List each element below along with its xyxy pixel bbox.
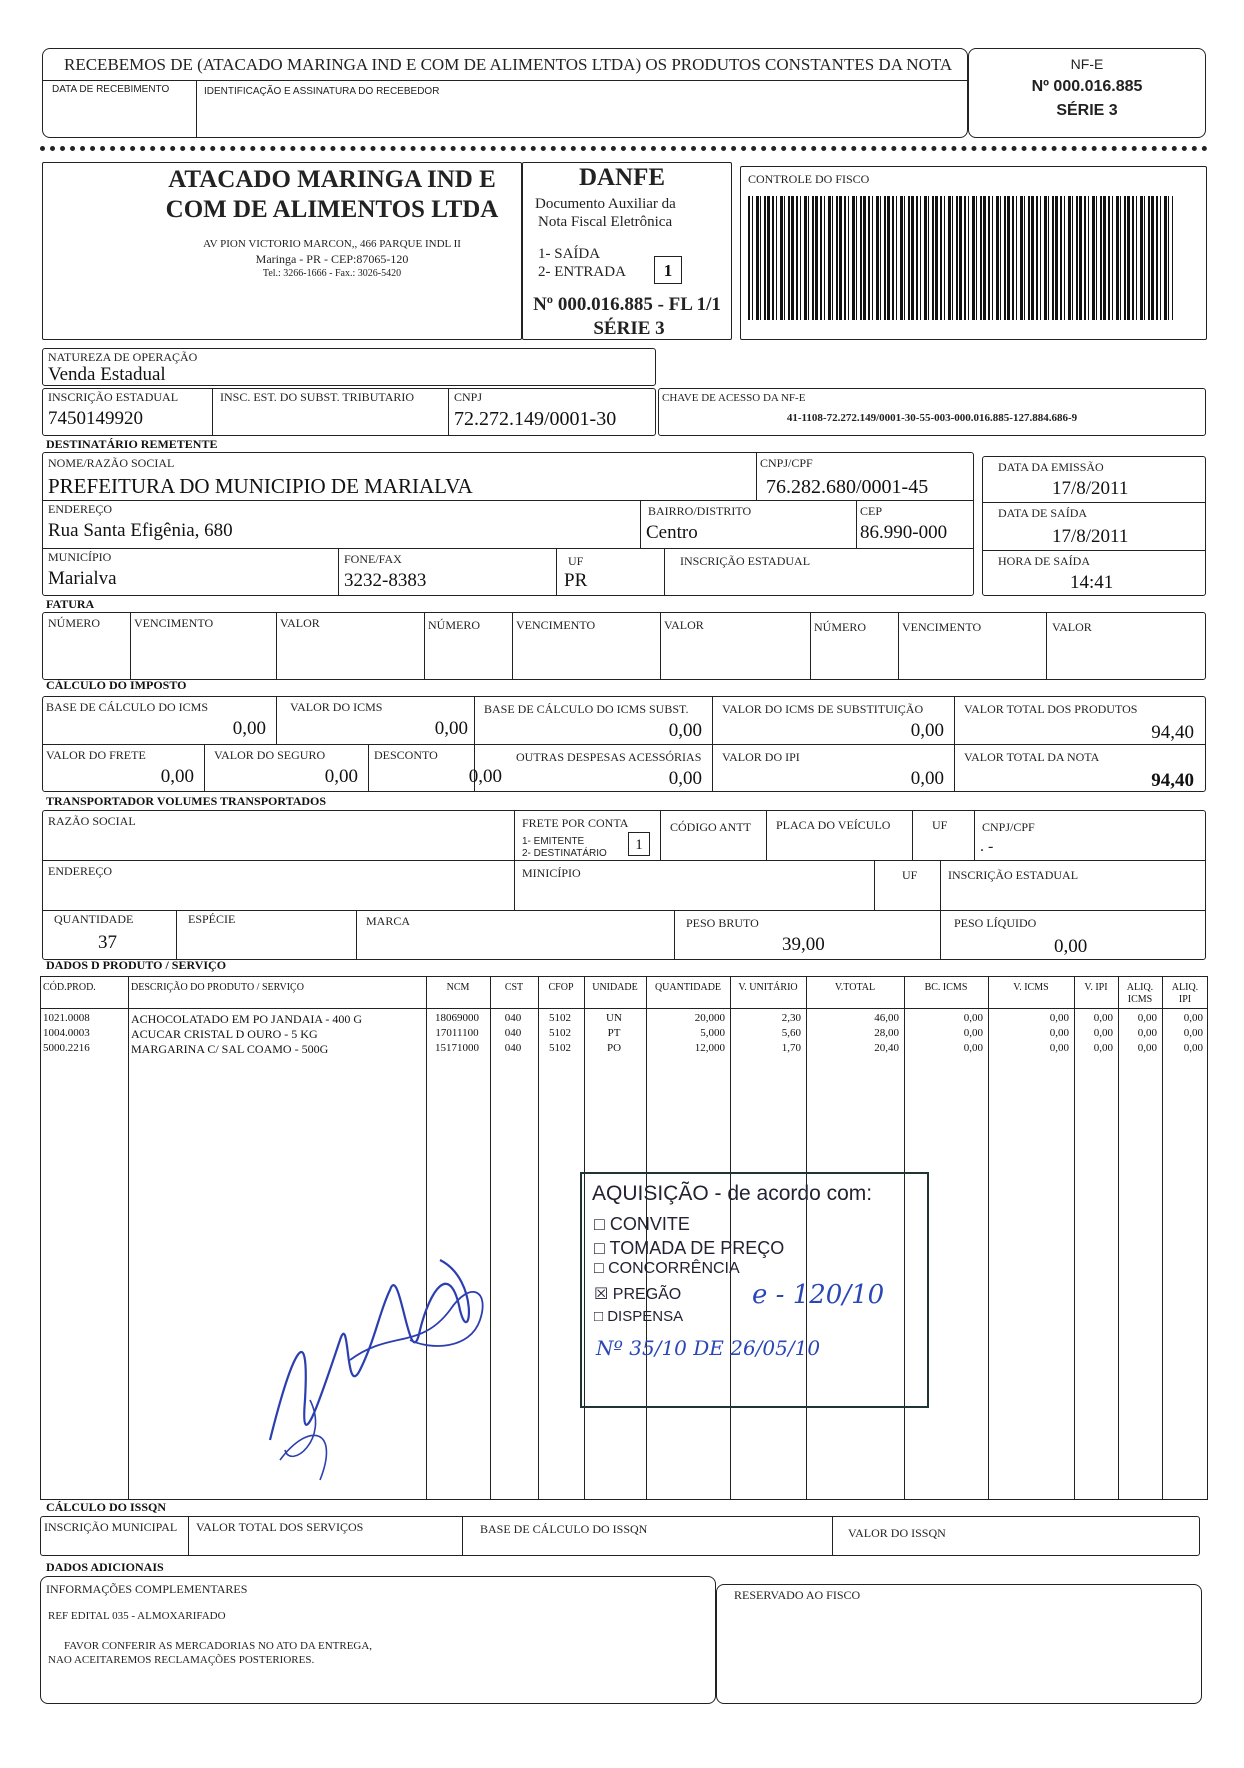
invoice-num-label-2: NÚMERO	[428, 618, 481, 632]
issuer-cnpj-label: CNPJ	[454, 390, 483, 404]
exit-time-label: HORA DE SAÍDA	[998, 554, 1091, 568]
additional-section: DADOS ADICIONAIS	[46, 1560, 164, 1574]
products-row-2-col-8: 20,40	[874, 1042, 899, 1054]
freight-opt1: 1- EMITENTE	[522, 836, 585, 847]
recipient-cnpj: 76.282.680/0001-45	[766, 476, 929, 498]
carrier-address-label: ENDEREÇO	[48, 864, 112, 878]
receipt-date-label: DATA DE RECEBIMENTO	[52, 84, 170, 95]
gross-weight: 39,00	[782, 934, 825, 955]
icms-base: 0,00	[232, 718, 266, 739]
freight-label: VALOR DO FRETE	[46, 748, 146, 762]
issuer-name-2: COM DE ALIMENTOS LTDA	[165, 196, 499, 223]
products-row-1-col-11: 0,00	[1093, 1027, 1113, 1039]
issqn-section: CÁLCULO DO ISSQN	[46, 1500, 167, 1514]
additional-line-1: REF EDITAL 035 - ALMOXARIFADO	[48, 1610, 226, 1622]
products-row-2-col-7: 1,70	[781, 1042, 801, 1054]
ipi: 0,00	[910, 768, 944, 789]
invoice-num-label-3: NÚMERO	[814, 620, 867, 634]
invoice-due-label-1: VENCIMENTO	[134, 616, 214, 630]
issqn-value-label: VALOR DO ISSQN	[848, 1526, 946, 1540]
stamp-opt-pregao: ☒ PREGÃO	[594, 1286, 682, 1303]
tax-section: CÁLCULO DO IMPOSTO	[46, 678, 187, 692]
recipient-address: Rua Santa Efigênia, 680	[48, 520, 233, 541]
danfe-entrada: 2- ENTRADA	[538, 264, 626, 280]
carrier-city-label: MINICÍPIO	[522, 866, 581, 880]
products-row-0-col-12: 0,00	[1137, 1012, 1157, 1024]
state-reg-label: INSCRIÇÃO ESTADUAL	[48, 390, 179, 404]
issuer-city: Maringa - PR - CEP:87065-120	[255, 252, 409, 266]
products-row-0-col-5: UN	[606, 1012, 622, 1024]
exit-date: 17/8/2011	[1052, 526, 1129, 547]
net-weight-label: PESO LÍQUIDO	[954, 916, 1037, 930]
state-reg-st-label: INSC. EST. DO SUBST. TRIBUTARIO	[220, 390, 415, 404]
invoice-box	[42, 612, 1206, 680]
products-header-3: CST	[504, 982, 524, 993]
fiscal-control-label: CONTROLE DO FISCO	[748, 172, 870, 186]
exit-time: 14:41	[1070, 572, 1114, 593]
barcode	[748, 196, 1173, 320]
insurance: 0,00	[324, 766, 358, 787]
state-reg: 7450149920	[48, 408, 143, 429]
icms-st-base: 0,00	[668, 720, 702, 741]
freight-opt2: 2- DESTINATÁRIO	[522, 848, 607, 859]
acquisition-stamp	[580, 1172, 929, 1408]
invoice-num-label-1: NÚMERO	[48, 616, 101, 630]
carrier-uf2-label: UF	[902, 868, 918, 882]
invoice-due-label-2: VENCIMENTO	[516, 618, 596, 632]
icms-value: 0,00	[434, 718, 468, 739]
products-header-9: BC. ICMS	[924, 982, 968, 993]
carrier-name-label: RAZÃO SOCIAL	[48, 814, 136, 828]
products-row-0-col-9: 0,00	[963, 1012, 983, 1024]
additional-info-label: INFORMAÇÕES COMPLEMENTARES	[46, 1582, 248, 1596]
carrier-ie-label: INSCRIÇÃO ESTADUAL	[948, 868, 1079, 882]
recipient-district: Centro	[646, 522, 698, 543]
products-row-1-col-13: 0,00	[1183, 1027, 1203, 1039]
issuer-phone: Tel.: 3266-1666 - Fax.: 3026-5420	[262, 268, 402, 279]
services-total-label: VALOR TOTAL DOS SERVIÇOS	[196, 1520, 364, 1534]
products-row-2-col-11: 0,00	[1093, 1042, 1113, 1054]
products-row-0-col-6: 20,000	[694, 1012, 725, 1024]
nfe-serie: SÉRIE 3	[1056, 102, 1118, 119]
icms-st-value-label: VALOR DO ICMS DE SUBSTITUIÇÃO	[722, 702, 924, 716]
products-row-2-col-3: 040	[504, 1042, 522, 1054]
products-row-2-col-0: 5000.2216	[43, 1042, 90, 1054]
freight-by-label: FRETE POR CONTA	[522, 816, 629, 830]
products-row-0-col-10: 0,00	[1049, 1012, 1069, 1024]
carrier-cnpj-label: CNPJ/CPF	[982, 820, 1035, 834]
products-header-4: CFOP	[548, 982, 574, 993]
stamp-opt-convite: □ CONVITE	[594, 1214, 690, 1234]
recipient-uf: PR	[564, 570, 588, 591]
stamp-number-line: Nº 35/10 DE 26/05/10	[596, 1336, 821, 1360]
recipient-cep-label: CEP	[860, 504, 883, 518]
stamp-opt-dispensa: □ DISPENSA	[594, 1308, 684, 1325]
recipient-district-label: BAIRRO/DISTRITO	[648, 504, 752, 518]
products-header-8: V.TOTAL	[834, 982, 876, 993]
carrier-cnpj: . -	[980, 838, 994, 855]
invoice-section: FATURA	[46, 597, 95, 611]
discount: 0,00	[468, 766, 502, 787]
products-row-0-col-2: 18069000	[435, 1012, 479, 1024]
issue-date: 17/8/2011	[1052, 478, 1129, 499]
products-header-11: V. IPI	[1084, 982, 1108, 993]
stamp-pregao-number: e - 120/10	[752, 1280, 885, 1310]
issuer-cnpj: 72.272.149/0001-30	[454, 408, 617, 430]
icms-base-label: BASE DE CÁLCULO DO ICMS	[46, 700, 209, 714]
recipient-name-label: NOME/RAZÃO SOCIAL	[48, 456, 175, 470]
products-row-0-col-3: 040	[504, 1012, 522, 1024]
products-row-1-col-7: 5,60	[781, 1027, 801, 1039]
brand-label: MARCA	[366, 914, 411, 928]
carrier-section: TRANSPORTADOR VOLUMES TRANSPORTADOS	[46, 794, 327, 808]
invoice-total: 94,40	[1151, 770, 1194, 791]
products-row-1-col-2: 17011100	[435, 1027, 479, 1039]
invoice-due-label-3: VENCIMENTO	[902, 620, 982, 634]
plate-label: PLACA DO VEÍCULO	[776, 818, 891, 832]
invoice-value-label-1: VALOR	[280, 616, 320, 630]
icms-st-value: 0,00	[910, 720, 944, 741]
stamp-opt-tomada: □ TOMADA DE PREÇO	[594, 1238, 785, 1258]
additional-line-3: NAO ACEITAREMOS RECLAMAÇÕES POSTERIORES.	[48, 1654, 315, 1666]
antt-label: CÓDIGO ANTT	[670, 820, 751, 834]
danfe-saida: 1- SAÍDA	[538, 246, 601, 262]
receipt-signature-label: IDENTIFICAÇÃO E ASSINATURA DO RECEBEDOR	[204, 86, 440, 97]
products-row-0-col-7: 2,30	[781, 1012, 801, 1024]
net-weight: 0,00	[1054, 936, 1088, 957]
products-row-1-col-10: 0,00	[1049, 1027, 1069, 1039]
cut-line	[40, 146, 1208, 151]
issqn-base-label: BASE DE CÁLCULO DO ISSQN	[480, 1522, 648, 1536]
products-row-1-col-0: 1004.0003	[43, 1027, 90, 1039]
additional-line-2: FAVOR CONFERIR AS MERCADORIAS NO ATO DA ENTREGA,	[64, 1640, 373, 1652]
exit-date-label: DATA DE SAÍDA	[998, 506, 1088, 520]
products-row-1-col-1: ACUCAR CRISTAL D OURO - 5 KG	[131, 1027, 318, 1041]
products-header-0: CÓD.PROD.	[43, 982, 96, 993]
products-row-0-col-0: 1021.0008	[43, 1012, 90, 1024]
quantity-label: QUANTIDADE	[54, 912, 134, 926]
products-header-6: QUANTIDADE	[654, 982, 722, 993]
invoice-total-label: VALOR TOTAL DA NOTA	[964, 750, 1100, 764]
danfe-sub1: Documento Auxiliar da	[535, 196, 676, 212]
products-header-12: ALIQ. ICMS	[1126, 982, 1154, 1005]
recipient-section: DESTINATÁRIO REMETENTE	[46, 437, 218, 451]
stamp-opt-concorrencia: □ CONCORRÊNCIA	[594, 1260, 740, 1277]
danfe-type-box: 1	[654, 256, 682, 284]
products-row-0-col-13: 0,00	[1183, 1012, 1203, 1024]
danfe-title: DANFE	[578, 164, 666, 191]
invoice-value-label-3: VALOR	[1052, 620, 1092, 634]
products-row-0-col-1: ACHOCOLATADO EM PO JANDAIA - 400 G	[131, 1012, 363, 1026]
products-row-2-col-4: 5102	[549, 1042, 571, 1054]
discount-label: DESCONTO	[374, 748, 438, 762]
species-label: ESPÉCIE	[188, 912, 236, 926]
nfe-label: NF-E	[1070, 56, 1104, 72]
products-header-2: NCM	[446, 982, 470, 993]
other-expenses: 0,00	[668, 768, 702, 789]
danfe-serie: SÉRIE 3	[593, 318, 665, 339]
signature-icon	[250, 1200, 550, 1500]
products-row-0-col-8: 46,00	[874, 1012, 899, 1024]
stamp-title: AQUISIÇÃO - de acordo com:	[592, 1182, 873, 1205]
products-total-label: VALOR TOTAL DOS PRODUTOS	[964, 702, 1138, 716]
operation-nature: Venda Estadual	[48, 364, 166, 385]
products-row-2-col-1: MARGARINA C/ SAL COAMO - 500G	[131, 1042, 329, 1056]
issuer-address: AV PION VICTORIO MARCON,, 466 PARQUE INDL II	[203, 238, 461, 250]
invoice-value-label-2: VALOR	[664, 618, 704, 632]
issuer-name-1: ATACADO MARINGA IND E	[168, 166, 496, 193]
carrier-uf-label: UF	[932, 818, 948, 832]
receipt-statement: RECEBEMOS DE (ATACADO MARINGA IND E COM DE ALIMENTOS LTDA) OS PRODUTOS CONSTANTES DA NOTA	[64, 55, 953, 74]
freight-by-box: 1	[628, 832, 650, 856]
products-row-0-col-4: 5102	[549, 1012, 571, 1024]
gross-weight-label: PESO BRUTO	[686, 916, 759, 930]
icms-st-base-label: BASE DE CÁLCULO DO ICMS SUBST.	[484, 702, 689, 716]
freight: 0,00	[160, 766, 194, 787]
operation-nature-label: NATUREZA DE OPERAÇÃO	[48, 350, 198, 364]
recipient-phone: 3232-8383	[344, 570, 427, 591]
products-row-1-col-6: 5,000	[700, 1027, 725, 1039]
recipient-city-label: MUNICÍPIO	[48, 550, 112, 564]
access-key: 41-1108-72.272.149/0001-30-55-003-000.016.885-127.884.686-9	[786, 412, 1078, 424]
danfe-sub2: Nota Fiscal Eletrônica	[538, 214, 673, 230]
other-expenses-label: OUTRAS DESPESAS ACESSÓRIAS	[516, 750, 702, 764]
products-row-1-col-3: 040	[504, 1027, 522, 1039]
fiscal-reserved-label: RESERVADO AO FISCO	[734, 1588, 861, 1602]
recipient-cep: 86.990-000	[860, 522, 948, 543]
icms-value-label: VALOR DO ICMS	[290, 700, 383, 714]
products-row-1-col-4: 5102	[549, 1027, 571, 1039]
quantity: 37	[98, 932, 117, 953]
products-row-2-col-12: 0,00	[1137, 1042, 1157, 1054]
products-header-13: ALIQ. IPI	[1171, 982, 1199, 1005]
products-row-1-col-8: 28,00	[874, 1027, 899, 1039]
municipal-reg-label: INSCRIÇÃO MUNICIPAL	[44, 1520, 178, 1534]
products-row-0-col-11: 0,00	[1093, 1012, 1113, 1024]
products-row-2-col-6: 12,000	[694, 1042, 725, 1054]
ipi-label: VALOR DO IPI	[722, 750, 800, 764]
products-header-5: UNIDADE	[592, 982, 638, 993]
recipient-city: Marialva	[48, 568, 117, 589]
insurance-label: VALOR DO SEGURO	[214, 748, 326, 762]
recipient-cnpj-label: CNPJ/CPF	[760, 456, 813, 470]
recipient-phone-label: FONE/FAX	[344, 552, 402, 566]
products-header-7: V. UNITÁRIO	[738, 982, 798, 993]
recipient-name: PREFEITURA DO MUNICIPIO DE MARIALVA	[48, 474, 473, 498]
issue-date-label: DATA DA EMISSÃO	[998, 460, 1104, 474]
products-total: 94,40	[1151, 722, 1194, 743]
products-row-2-col-13: 0,00	[1183, 1042, 1203, 1054]
products-header-10: V. ICMS	[1013, 982, 1049, 993]
recipient-address-label: ENDEREÇO	[48, 502, 112, 516]
products-row-2-col-10: 0,00	[1049, 1042, 1069, 1054]
nfe-number: Nº 000.016.885	[1031, 78, 1143, 95]
products-row-1-col-5: PT	[607, 1027, 621, 1039]
products-section: DADOS D PRODUTO / SERVIÇO	[46, 958, 227, 972]
products-row-1-col-12: 0,00	[1137, 1027, 1157, 1039]
recipient-ie-label: INSCRIÇÃO ESTADUAL	[680, 554, 811, 568]
products-row-1-col-9: 0,00	[963, 1027, 983, 1039]
products-row-2-col-5: PO	[606, 1042, 622, 1054]
access-key-label: CHAVE DE ACESSO DA NF-E	[662, 392, 806, 404]
products-row-2-col-9: 0,00	[963, 1042, 983, 1054]
recipient-uf-label: UF	[568, 554, 584, 568]
products-header-1: DESCRIÇÃO DO PRODUTO / SERVIÇO	[131, 982, 304, 993]
danfe-number: Nº 000.016.885 - FL 1/1	[533, 294, 721, 315]
products-row-2-col-2: 15171000	[435, 1042, 479, 1054]
